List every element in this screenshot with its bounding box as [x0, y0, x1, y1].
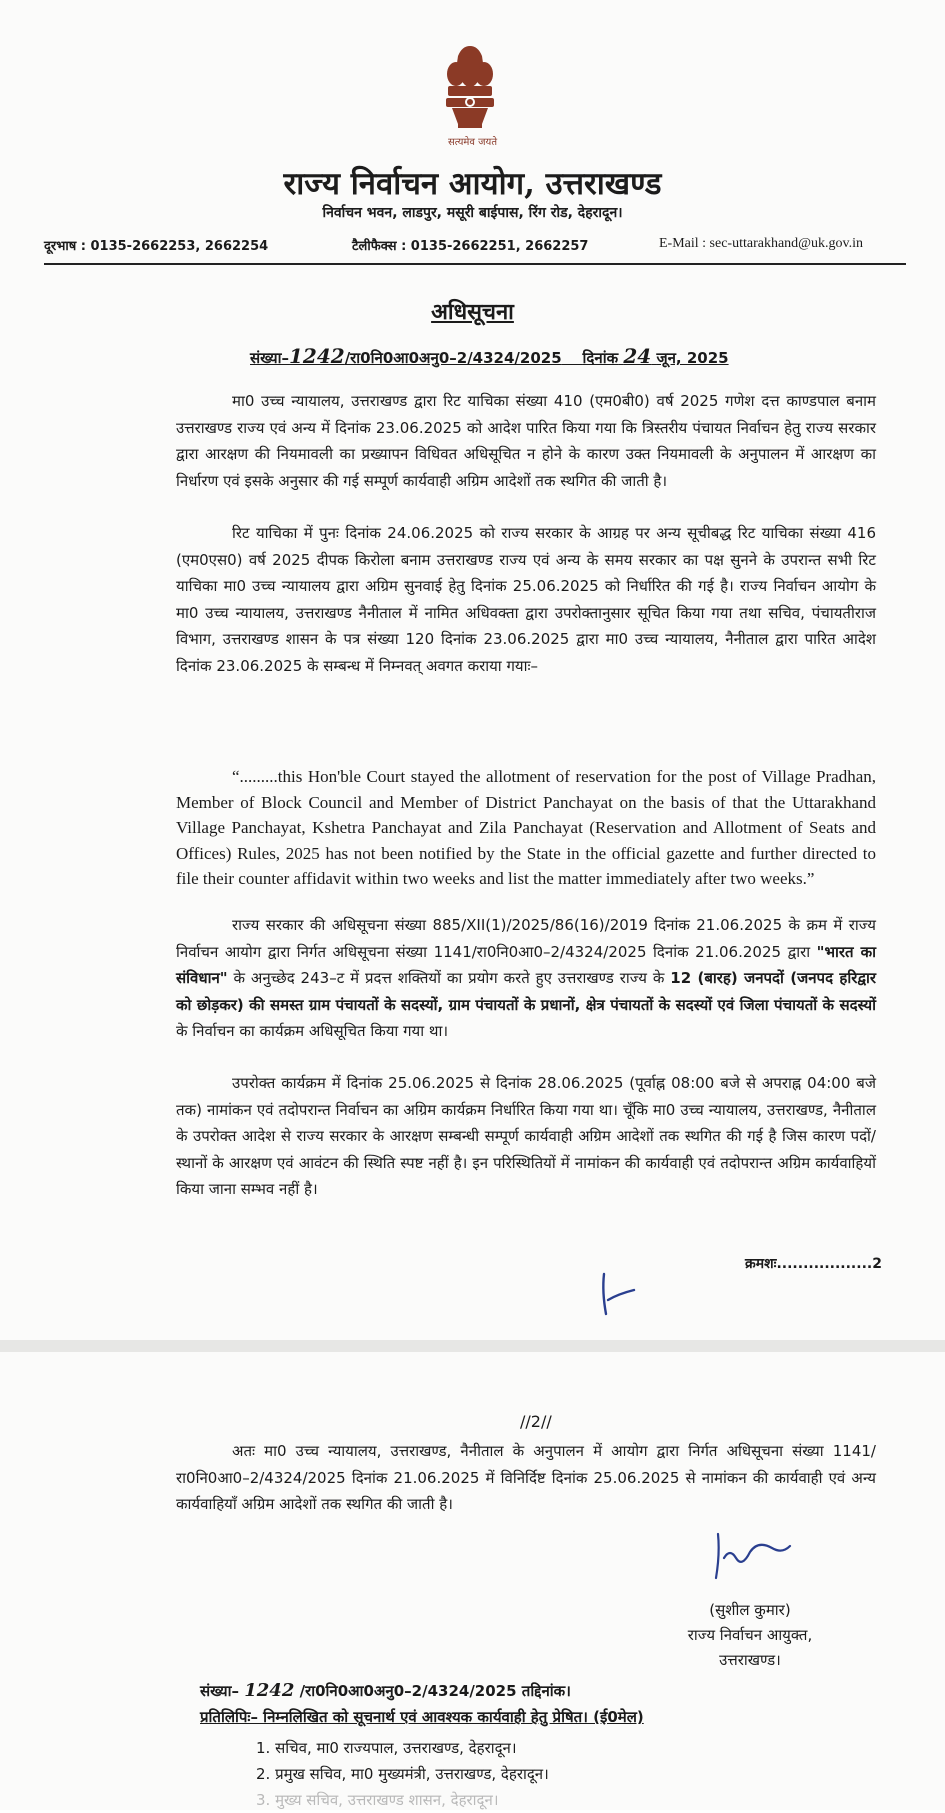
phone-number: दूरभाष : 0135-2662253, 2662254 [44, 239, 269, 254]
commissioner-signature-icon [710, 1530, 800, 1580]
date-day-handwritten: 24 [623, 344, 652, 368]
paragraph-1: मा0 उच्च न्यायालय, उत्तराखण्ड द्वारा रिट याचिका संख्या 410 (एम0बी0) वर्ष 2025 गणेश दत्त काण्डपाल बनाम उत्तराखण्ड राज्य एवं अन्य में दिनांक 23.06.2025 को आदेश पारित किया गया कि त्रिस्तरीय पंचायत निर्वाचन हेतु राज्य सरकार द्वारा आरक्षण की नियमावली का प्रख्यापन विधिवत अधिसूचित न होने के कारण उक्त नियमावली के अनुपालन में आरक्षण का निर्धारण एवं इसके अनुसार की गई सम्पूर्ण कार्यवाही अग्रिम आदेशों तक स्थगित की जाती है। [176, 392, 876, 490]
notice-reference [250, 344, 729, 368]
p3-text-a: राज्य सरकार की अधिसूचना संख्या 885/XII(1)/2025/86(16)/2019 दिनांक 21.06.2025 के क्रम में राज्य निर्वाचन आयोग द्वारा निर्गत अधिसूचना संख्या 1141/रा0नि0आ0–2/4324/2025 दिनांक 21.06.2025 द्वारा [176, 916, 876, 961]
ref-suffix: /रा0नि0आ0अनु0–2/4324/2025 [344, 349, 562, 367]
copy-ref-suffix: /रा0नि0आ0अनु0–2/4324/2025 तद्दिनांक। [299, 1682, 571, 1700]
initials-signature-icon [592, 1270, 652, 1320]
ref-number-handwritten: 1242 [289, 344, 345, 368]
signatory-block [640, 1598, 860, 1673]
telefax-number: टैलीफैक्स : 0135-2662251, 2662257 [352, 239, 589, 254]
organization-name: राज्य निर्वाचन आयोग, उत्तराखण्ड [283, 166, 662, 202]
copy-reference [200, 1680, 571, 1701]
copy-ref-prefix: संख्या– [200, 1682, 240, 1700]
date-suffix: जून, 2025 [656, 349, 729, 367]
paragraph-3 [176, 912, 876, 1045]
state-emblem-icon [438, 44, 502, 144]
p3-text-e: के निर्वाचन का कार्यक्रम अधिसूचित किया गया था। [176, 1022, 449, 1040]
paragraph-2: रिट याचिका में पुनः दिनांक 24.06.2025 को राज्य सरकार के आग्रह पर अन्य सूचीबद्ध रिट याचिका संख्या 416 (एम0एस0) वर्ष 2025 दीपक किरोला बनाम उत्तराखण्ड राज्य एवं अन्य के समय सरकार का पक्ष सुनने के उपरान्त सभी रिट याचिका मा0 उच्च न्यायालय द्वारा अग्रिम सुनवाई हेतु दिनांक 25.06.2025 को निर्धारित की गई है। राज्य निर्वाचन आयोग के मा0 उच्च न्यायालय, उत्तराखण्ड नैनीताल में नामित अधिवक्ता द्वारा उपरोक्तानुसार सूचित किया गया तथा सचिव, पंचायतीराज विभाग, उत्तराखण्ड शासन के पत्र संख्या 120 दिनांक 23.06.2025 द्वारा मा0 उच्च न्यायालय, नैनीताल द्वारा पारित आदेश दिनांक 23.06.2025 के सम्बन्ध में निम्नवत् अवगत कराया गयाः– [176, 524, 876, 675]
copy-ref-number-handwritten: 1242 [244, 1680, 295, 1701]
notice-title: अधिसूचना [431, 300, 514, 325]
paragraph-5: अतः मा0 उच्च न्यायालय, उत्तराखण्ड, नैनीताल के अनुपालन में आयोग द्वारा निर्गत अधिसूचना संख्या 1141/रा0नि0आ0–2/4324/2025 दिनांक 21.06.2025 में विनिर्दिष्ट दिनांक 25.06.2025 से नामांकन की कार्यवाही एवं अन्य कार्यवाहियाँ अग्रिम आदेशों तक स्थगित की जाती है। [176, 1442, 876, 1513]
continued-marker: क्रमशः..................2 [745, 1256, 882, 1272]
signatory-title: राज्य निर्वाचन आयुक्त, [687, 1626, 813, 1644]
recipients-list [256, 1735, 549, 1813]
p3-constitution: "भारत का संविधान" [176, 942, 877, 987]
copy-to-line: प्रतिलिपिः– निम्नलिखित को सूचनार्थ एवं आवश्यक कार्यवाही हेतु प्रेषित। (ई0मेल) [200, 1708, 644, 1726]
email-address: E-Mail : sec-uttarakhand@uk.gov.in [659, 236, 864, 251]
header-divider [44, 263, 906, 265]
organization-address: निर्वाचन भवन, लाडपुर, मसूरी बाईपास, रिंग रोड, देहरादून। [322, 205, 623, 221]
date-prefix: दिनांक [582, 349, 619, 367]
page-gap [0, 1340, 945, 1352]
court-order-quote: “.........this Hon'ble Court stayed the allotment of reservation for the post of Village Pradhan, Member of Block Council and Member of District Panchayat on the basis of that the Uttarakhand Village Panchayat, Kshetra Panchayat and Zila Panchayat (Reservation and Allotment of Seats and Offices) Rules, 2025 has not been notified by the State in the official gazette and further directed to file their counter affidavit within two weeks and list the matter immediately after two weeks.” [176, 767, 876, 888]
list-item: 3. मुख्य सचिव, उत्तराखण्ड शासन, देहरादून। [256, 1791, 499, 1809]
p3-districts-bold: 12 (बारह) जनपदों (जनपद हरिद्वार को छोड़कर) की समस्त ग्राम पंचायतों के सदस्यों, ग्राम पंचायतों के प्रधानों, क्षेत्र पंचायतों के सदस्यों एवं जिला पंचायतों के सदस्यों [176, 969, 876, 1014]
page-number: //2// [520, 1412, 552, 1431]
paragraph-4: उपरोक्त कार्यक्रम में दिनांक 25.06.2025 से दिनांक 28.06.2025 (पूर्वाह्न 08:00 बजे से अपराह्न 04:00 बजे तक) नामांकन एवं तदोपरान्त निर्वाचन का अग्रिम कार्यक्रम निर्धारित किया गया था। चूँकि मा0 उच्च न्यायालय, उत्तराखण्ड, नैनीताल के उपरोक्त आदेश से राज्य सरकार के आरक्षण सम्बन्धी सम्पूर्ण कार्यवाही अग्रिम आदेशों तक स्थगित की गई है जिस कारण पदों/स्थानों के आरक्षण एवं आवंटन की स्थिति स्पष्ट नहीं है। इन परिस्थितियों में नामांकन की कार्यवाही एवं तदोपरान्त अग्रिम कार्यवाहियों किया जाना सम्भव नहीं है। [176, 1074, 876, 1198]
signatory-place: उत्तराखण्ड। [719, 1651, 781, 1669]
list-item: 1. सचिव, मा0 राज्यपाल, उत्तराखण्ड, देहरादून। [256, 1739, 517, 1757]
p3-text-c: के अनुच्छेद 243–ट में प्रदत्त शक्तियों का प्रयोग करते हुए उत्तराखण्ड राज्य के [227, 969, 671, 987]
signatory-name: (सुशील कुमार) [709, 1601, 791, 1619]
list-item: 2. प्रमुख सचिव, मा0 मुख्यमंत्री, उत्तराखण्ड, देहरादून। [256, 1765, 549, 1783]
ref-prefix: संख्या– [250, 349, 290, 367]
emblem-motto: सत्यमेव जयते [447, 137, 498, 148]
